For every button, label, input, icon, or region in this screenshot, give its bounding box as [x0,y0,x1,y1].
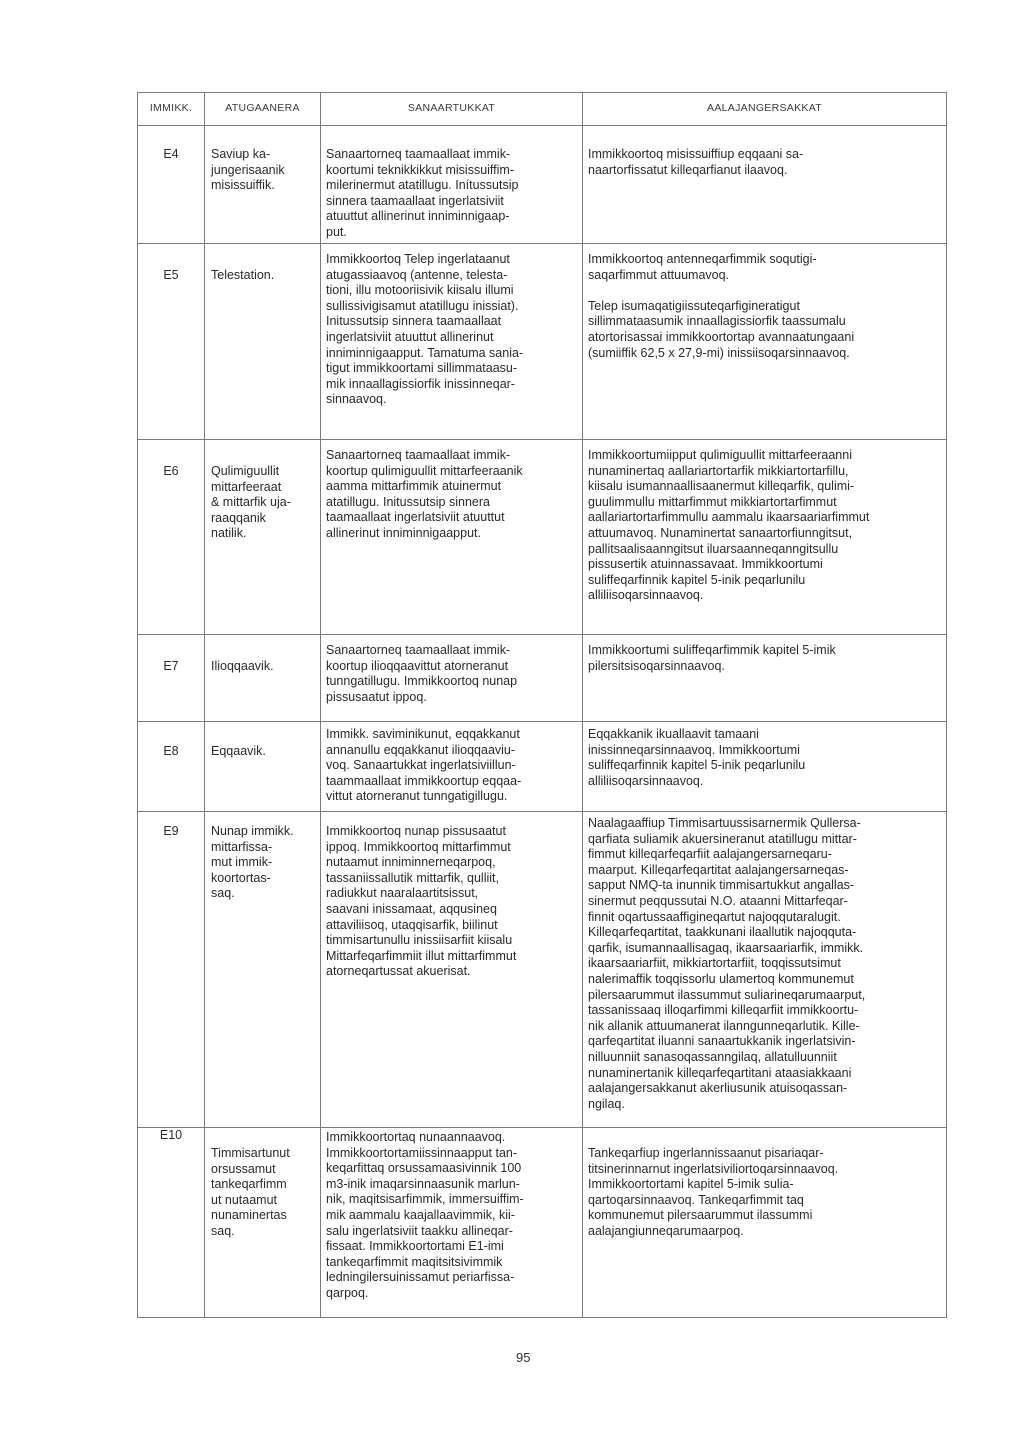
header-description: SANAARTUKKAT [321,93,583,126]
row-code: E5 [163,268,179,282]
row-instructions: Tankeqarfiup ingerlannissaanut pisariaqar- titsinerinnarnut ingerlatsiviliortoqarsinnaavoq. Immikkoortortami kapitel 5-imik sulia- qartoqarsinnaavoq. Tankeqarfimmit taq kommunemut pilersaarummut ilassummi aalajangiunneqarumaarpoq. [588,1146,839,1238]
row-instructions: Eqqakkanik ikuallaavit tamaani inissinneqarsinnaavoq. Immikkoortumi suliffeqarfinnik kapitel 5-inik peqarlunilu alliliisoqarsinnaavoq. [588,727,806,788]
row-description: Immikkoortoq nunap pissusaatut ippoq. Immikkoortoq mittarfimmut nutaamut inniminnerneqarpoq, tassaniissallutik mittarfik, qulliit, radiukkut naaralaartitsissut, saavani inissamaat, aqqusineq attaviliisoq, utaqqisarfik, biilinut timmisartunullu inissiisarfiit kiisalu Mittarfeqarfimmiit illut mittarfimmut atorneqartussat akuerisat. [326,824,517,979]
row-name: Qulimiguullit mittarfeeraat & mittarfik uja- raaqqanik natilik. [211,464,291,541]
row-code: E4 [163,147,179,161]
row-instructions: Immikkoortumiipput qulimiguullit mittarfeeraanni nunaminertaq aallariartortarfik mikkiartortarfillu, kiisalu isumannaallisaanermut killeqarfik, qulimi- guulimmullu mittarfimmut mikkiartortarfimmut aallariartortarfimmullu aammalu ikaarsaariarfimmut attuumavoq. Nunaminertat sanaartorfiunngitsut, pallitsaalisaanngitsut iluarsaanneqanngitsullu pissusertik atuinnassavaat. Immikkoortumi suliffeqarfinnik kapitel 5-inik peqarlunilu alliliisoqarsinnaavoq. [588,448,870,603]
row-instructions: Naalagaaffiup Timmisartuussisarnermik Qullersa- qarfiata suliamik akuersineranut atatillugu mittar- fimmut killeqarfeqarfiit aalajangersarneqaru- maarput. Killeqarfeqartitat aalajangersarneqas- sapput NMQ-ta inunnik timmisartukkut angallas- sinermut peqqussutai N.O. ataanni Mittarfeqar- finnit oqartussaaffigineqartut najoqqutaralugit. Killeqarfeqartitat, taakkunani ilaallutik najoqquta- qarfik, isumannaallisagaq, ikaarsaariarfik, immikk. ikaarsaariarfiit, mikkiartortarfiit, toqqissutsimut nalerimaffik toqqissorlu ulamertoq kommunemut pilersaarummut ilassummut suliarineqarumaarput, tassanissaaq illoqarfimmi killeqarfiit immikkoortu- nik allanik attuumanerat ilanngunneqarlutik. Kille- qarfeqartitat iluanni sanaartukkanik ingerlatsivin- nilluunniit sanasoqassanngilaq, allatulluunniit nunaminertanik killeqarfeqartitani ataasiakkaani aalajangersakkanut akerliusunik atuisoqassan- ngilaq. [588,816,866,1111]
row-name: Ilioqqaavik. [211,659,274,673]
row-name: Saviup ka- jungerisaanik misissuiffik. [211,147,285,193]
header-instructions: AALAJANGERSAKKAT [583,93,947,126]
table-row [138,635,947,722]
row-code: E9 [163,824,179,838]
row-instructions: Immikkoortoq antenneqarfimmik soqutigi- saqarfimmut attuumavoq. Telep isumaqatigiissuteqarfigineratigut sillimmataasumik innaallagissiorfik taassumalu atortorisassai immikkoortortap avannaatungaani (sumiiffik 62,5 x 27,9-mi) inissiisoqarsinnaavoq. [588,252,855,360]
row-description: Sanaartorneq taamaallaat immik- koortup qulimiguullit mittarfeeraanik aamma mittarfimmik atuinermut atatillugu. Initussutsip sinnera taamaallaat ingerlatsiviit atuuttut allinerinut inniminnigaapput. [326,448,523,540]
row-name: Nunap immikk. mittarfissa- mut immik- koortortas- saq. [211,824,294,901]
table-header-row [138,93,947,126]
table-row [138,440,947,635]
row-instructions: Immikkoortumi suliffeqarfimmik kapitel 5-imik pilersitsisoqarsinnaavoq. [588,643,836,673]
row-description: Immikkoortortaq nunaannaavoq. Immikkoortortamiissinnaapput tan- keqarfittaq orsussamaasivinnik 100 m3-inik imaqarsinnaasunik marlun- nik, maqitsisarfimmik, immersuiffim- mik aammalu kaajallaavimmik, kii- salu ingerlatsiviit taakku allineqar- fissaat. Immikkoortortami E1-imi tankeqarfimmit maqitsitsivimmik ledningilersuinissamut periarfissa- qarpoq. [326,1130,524,1300]
table-row [138,1128,947,1318]
row-description: Sanaartorneq taamaallaat immik- koortup ilioqqaavittut atorneranut tunngatillugu. Immikkoortoq nunap pissusaatut ippoq. [326,643,518,704]
row-code: E7 [163,659,179,673]
row-code: E8 [163,744,179,758]
row-name: Eqqaavik. [211,744,266,758]
header-name: ATUGAANERA [205,93,321,126]
row-description: Sanaartorneq taamaallaat immik- koortumi teknikkikkut misissuiffim- milerinermut atatillugu. Inítussutsip sinnera taamaallaat ingerlatsiviit atuuttut allinerinut inniminnigaap- put. [326,147,519,239]
row-name: Timmisartunut orsussamut tankeqarfimm ut nutaamut nunaminertas saq. [211,1146,290,1238]
row-description: Immikkoortoq Telep ingerlataanut atugassiaavoq (antenne, telesta- tioni, illu motooriisivik kiisalu illumi sullissivigisamut atatillugu inissiat). Initussutsip sinnera taamaallaat ingerlatsiviit atuuttut allinerinut inniminnigaapput. Tamatuma sania- tigut immikkoortami sillimmataasu- mik innaallagissiorfik inissinneqar- sinnaavoq. [326,252,524,407]
table-row [138,244,947,440]
row-name: Telestation. [211,268,275,282]
table-row [138,722,947,812]
header-code: IMMIKK. [138,93,205,126]
table-row [138,812,947,1128]
zoning-table [137,92,947,1318]
row-description: Immikk. saviminikunut, eqqakkanut annanullu eqqakkanut ilioqqaaviu- voq. Sanaartukkat ingerlatsiviillun- taammaallaat immikkoortup eqqaa- vittut atorneranut tunngatigillugu. [326,727,522,804]
row-instructions: Immikkoortoq misissuiffiup eqqaani sa- naartorfissatut killeqarfianut ilaavoq. [588,147,804,177]
table-row [138,126,947,244]
row-code: E10 [159,1128,183,1142]
row-code: E6 [163,464,179,478]
page-number: 95 [516,1350,531,1365]
